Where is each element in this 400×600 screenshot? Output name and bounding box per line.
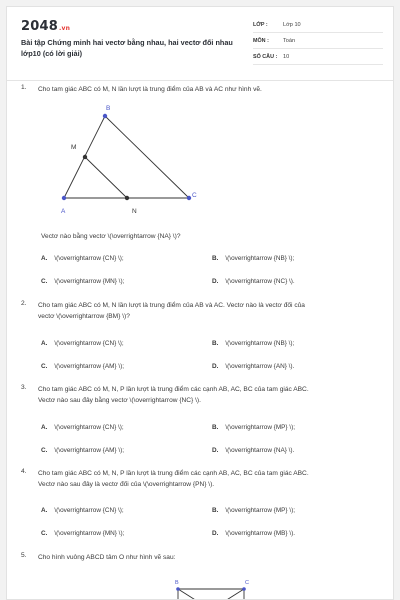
question-number: 5. <box>21 552 27 559</box>
question-4-text <box>38 468 388 490</box>
option-b[interactable]: B. \(\overrightarrow {MP} \); <box>212 507 296 514</box>
option-a[interactable]: A. \(\overrightarrow {CN} \); <box>41 424 124 431</box>
option-d[interactable]: D. \(\overrightarrow {AN} \). <box>212 363 295 370</box>
option-c[interactable]: C. \(\overrightarrow {MN} \); <box>41 530 125 537</box>
option-a[interactable]: A. \(\overrightarrow {CN} \); <box>41 255 124 262</box>
question-1-text: Cho tam giác ABC có M, N lần lượt là trung điểm của AB và AC như hình vẽ. <box>38 86 262 93</box>
question-number: 4. <box>21 468 27 475</box>
question-number: 3. <box>21 384 27 391</box>
meta-label: LỚP : <box>253 21 268 28</box>
label-m: M <box>71 144 77 151</box>
question-4-line-2: Vectơ nào sau đây là vectơ đối của \(\overrightarrow {PN} \). <box>38 481 215 488</box>
question-2-line-2: vectơ \(\overrightarrow {BM} \)? <box>38 313 130 320</box>
triangle-figure <box>7 7 394 227</box>
option-d[interactable]: D. \(\overrightarrow {MB} \). <box>212 530 296 537</box>
label-b: B <box>175 580 179 586</box>
document-title: Bài tập Chứng minh hai vectơ bằng nhau, hai vectơ đối nhau lớp10 (có lời giải) <box>21 38 233 58</box>
question-number: 1. <box>21 84 27 91</box>
question-1-prompt: Vectơ nào bằng vectơ \(\overrightarrow {NA} \)? <box>41 233 181 240</box>
option-c[interactable]: C. \(\overrightarrow {MN} \); <box>41 278 125 285</box>
meta-value: 10 <box>283 53 290 60</box>
question-3-text <box>38 384 388 406</box>
question-2-line-1: Cho tam giác ABC có M, N lần lượt là trung điểm của AB và AC. Vectơ nào là vectơ đối của <box>38 302 305 309</box>
option-c[interactable]: C. \(\overrightarrow {AM} \); <box>41 363 125 370</box>
label-n: N <box>132 208 137 215</box>
meta-label: MÔN : <box>253 37 269 44</box>
meta-value: Lớp 10 <box>283 21 301 28</box>
option-b[interactable]: B. \(\overrightarrow {NB} \); <box>212 255 295 262</box>
worksheet-page <box>6 6 394 600</box>
logo-text: 2048 <box>21 19 58 34</box>
meta-value: Toán <box>283 37 296 44</box>
meta-label: SỐ CÂU : <box>253 53 278 60</box>
square-figure <box>7 567 394 600</box>
option-b[interactable]: B. \(\overrightarrow {MP} \); <box>212 424 296 431</box>
question-number: 2. <box>21 300 27 307</box>
logo-suffix: .vn <box>58 25 71 32</box>
label-c: C <box>245 580 249 586</box>
question-3-line-1: Cho tam giác ABC có M, N, P lần lượt là trung điểm các cạnh AB, AC, BC của tam giác ABC. <box>38 386 309 393</box>
option-d[interactable]: D. \(\overrightarrow {NC} \). <box>212 278 295 285</box>
label-c: C <box>192 192 197 199</box>
option-b[interactable]: B. \(\overrightarrow {NB} \); <box>212 340 295 347</box>
question-5-text: Cho hình vuông ABCD tâm O như hình vẽ sau: <box>38 554 176 561</box>
label-b: B <box>106 105 111 112</box>
option-a[interactable]: A. \(\overrightarrow {CN} \); <box>41 507 124 514</box>
label-a: A <box>61 208 66 215</box>
question-3-line-2: Vectơ nào sau đây bằng vectơ \(\overrightarrow {NC} \). <box>38 397 201 404</box>
option-d[interactable]: D. \(\overrightarrow {NA} \). <box>212 447 295 454</box>
option-c[interactable]: C. \(\overrightarrow {AM} \); <box>41 447 125 454</box>
option-a[interactable]: A. \(\overrightarrow {CN} \); <box>41 340 124 347</box>
question-4-line-1: Cho tam giác ABC có M, N, P lần lượt là trung điểm các cạnh AB, AC, BC của tam giác ABC. <box>38 470 309 477</box>
question-2-text <box>38 300 388 322</box>
